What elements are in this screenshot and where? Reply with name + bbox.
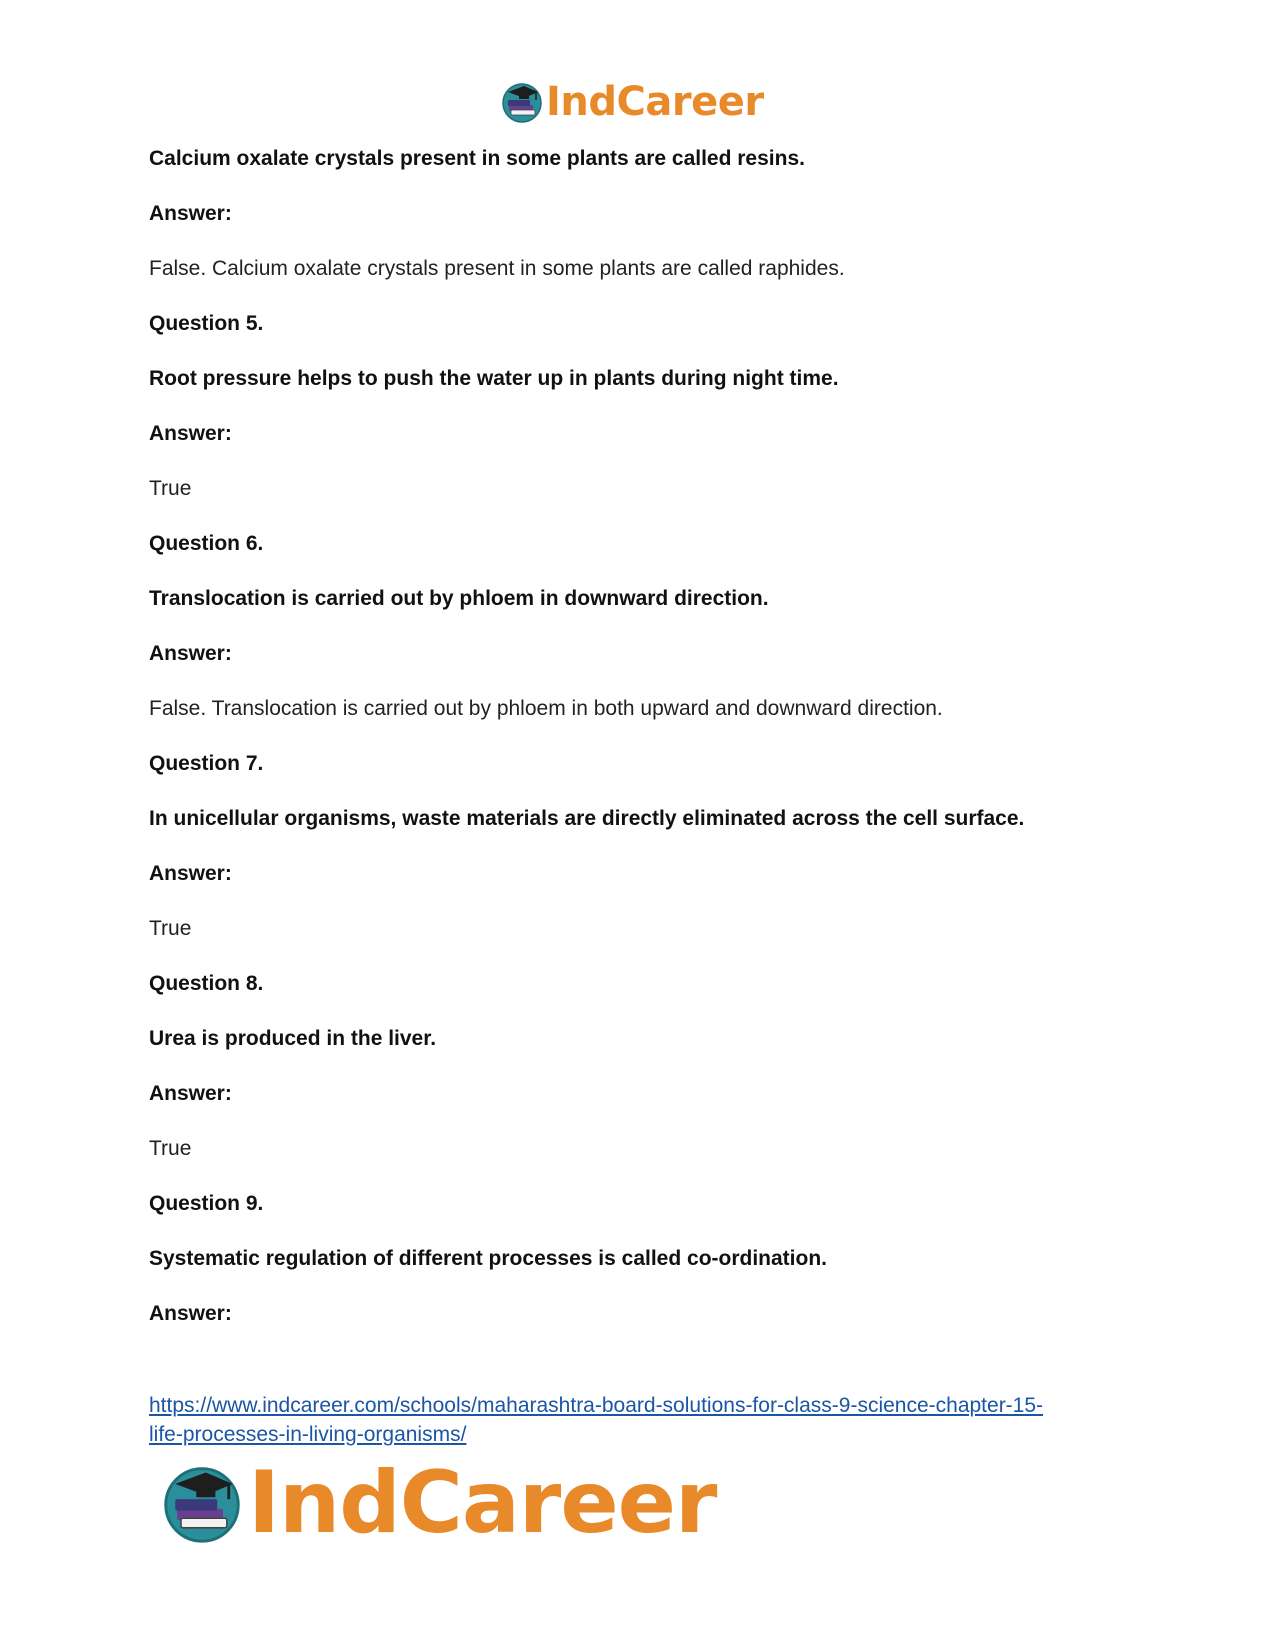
answer-text: True bbox=[149, 477, 192, 500]
question-number: Question 9. bbox=[149, 1192, 264, 1215]
answer-text: False. Translocation is carried out by phloem in both upward and downward direction. bbox=[149, 697, 943, 720]
answer-label: Answer: bbox=[149, 1302, 232, 1325]
answer-text: True bbox=[149, 917, 192, 940]
books-graduation-cap-icon bbox=[160, 1461, 244, 1545]
answer-label: Answer: bbox=[149, 422, 232, 445]
source-link[interactable] bbox=[149, 1391, 1139, 1449]
answer-label: Answer: bbox=[149, 202, 232, 225]
source-link-line-1[interactable]: https://www.indcareer.com/schools/maharashtra-board-solutions-for-class-9-science-chapter-15- bbox=[149, 1394, 1044, 1417]
question-statement: Root pressure helps to push the water up in plants during night time. bbox=[149, 367, 839, 390]
answer-text: False. Calcium oxalate crystals present in some plants are called raphides. bbox=[149, 257, 845, 280]
answer-label: Answer: bbox=[149, 862, 232, 885]
question-statement: Translocation is carried out by phloem in downward direction. bbox=[149, 587, 769, 610]
footer-logo bbox=[160, 1453, 717, 1553]
answer-label: Answer: bbox=[149, 642, 232, 665]
footer-logo-text: IndCareer bbox=[248, 1453, 717, 1553]
question-statement: Calcium oxalate crystals present in some plants are called resins. bbox=[149, 147, 805, 170]
answer-label: Answer: bbox=[149, 1082, 232, 1105]
answer-text: True bbox=[149, 1137, 192, 1160]
header-logo-text: IndCareer bbox=[546, 79, 764, 125]
question-statement: Systematic regulation of different processes is called co-ordination. bbox=[149, 1247, 827, 1270]
question-number: Question 6. bbox=[149, 532, 264, 555]
books-graduation-cap-icon bbox=[500, 80, 544, 124]
document-body bbox=[149, 144, 1149, 1354]
question-statement: In unicellular organisms, waste materials are directly eliminated across the cell surface. bbox=[149, 807, 1025, 830]
header-logo bbox=[500, 78, 764, 126]
question-number: Question 7. bbox=[149, 752, 264, 775]
question-number: Question 8. bbox=[149, 972, 264, 995]
question-statement: Urea is produced in the liver. bbox=[149, 1027, 437, 1050]
source-link-line-2[interactable]: life-processes-in-living-organisms/ bbox=[149, 1423, 467, 1446]
question-number: Question 5. bbox=[149, 312, 264, 335]
